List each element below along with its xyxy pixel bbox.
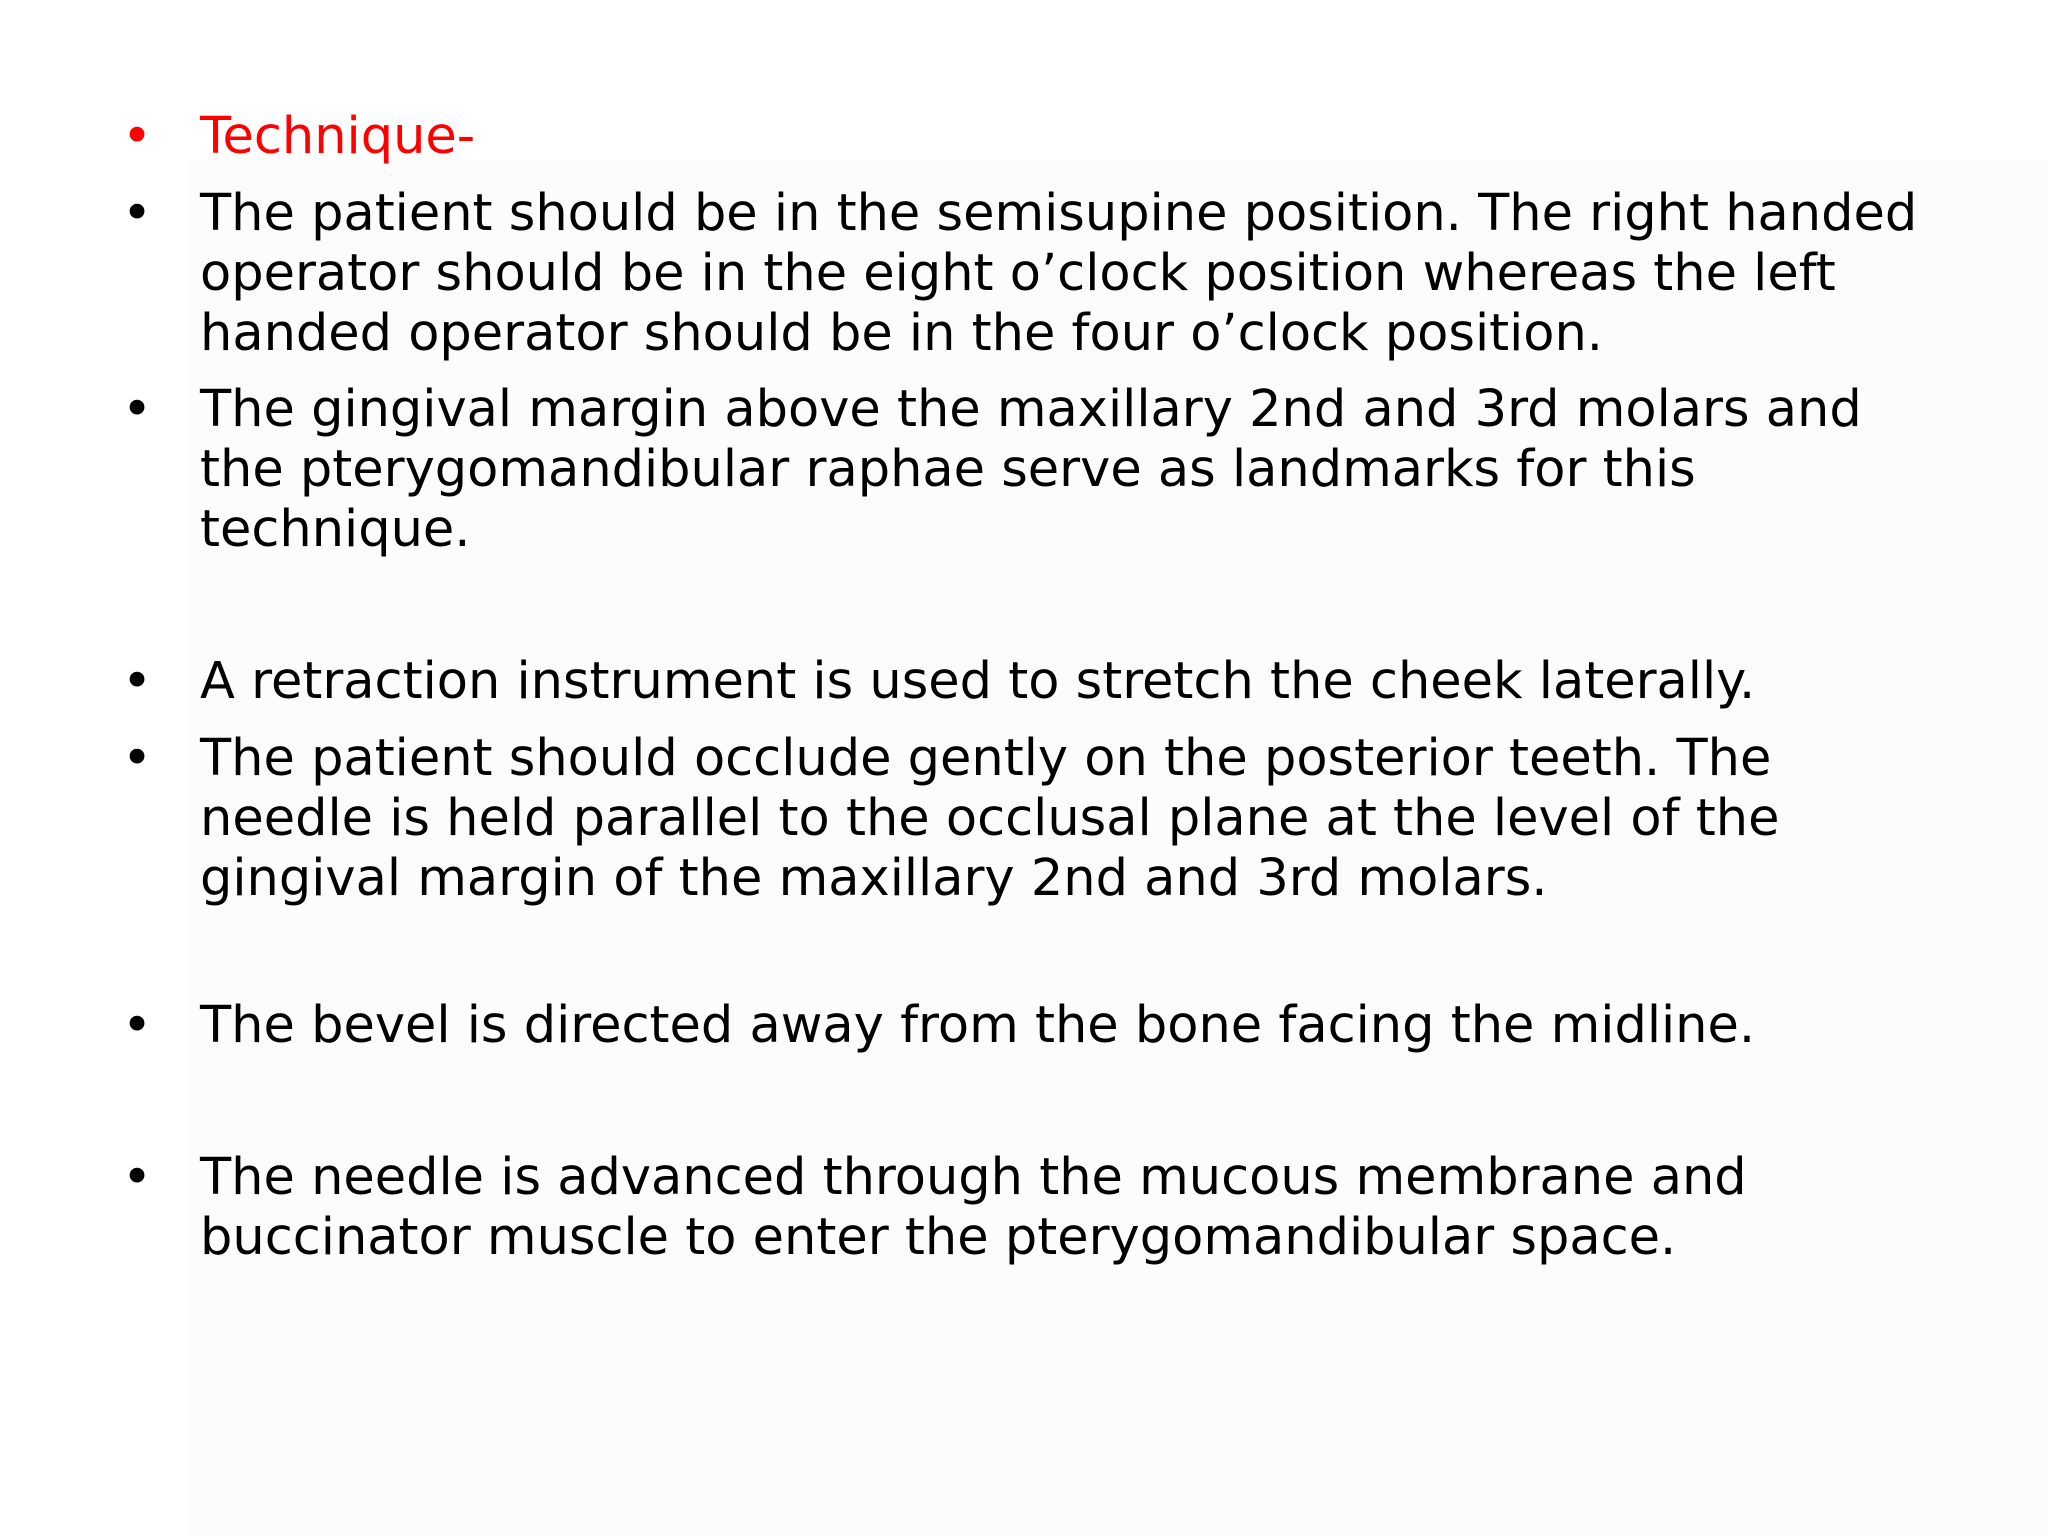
bullet-text: A retraction instrument is used to stretch the cheek laterally. (200, 652, 1756, 711)
bullet-text: The gingival margin above the maxillary 2nd and 3rd molars and the pterygomandibular raphae serve as landmarks for this technique. (200, 380, 1862, 559)
bullet-icon: • (122, 729, 153, 788)
bullet-text: The patient should be in the semisupine position. The right handed operator should be in the eight o’clock position whereas the left handed operator should be in the four o’clock position. (200, 184, 1918, 363)
bullet-icon: • (122, 1148, 153, 1207)
bullet-text: The needle is advanced through the mucous membrane and buccinator muscle to enter the pterygomandibular space. (200, 1148, 1747, 1267)
bullet-text: The bevel is directed away from the bone facing the midline. (200, 996, 1756, 1055)
bullet-icon: • (122, 380, 153, 439)
bullet-icon: • (122, 996, 153, 1055)
bullet-icon: • (122, 184, 153, 243)
bullet-icon: • (122, 107, 153, 166)
heading-text: Technique- (200, 107, 476, 166)
bullet-text: The patient should occlude gently on the posterior teeth. The needle is held parallel to the occlusal plane at the level of the gingival margin of the maxillary 2nd and 3rd molars. (200, 729, 1780, 908)
bullet-icon: • (122, 652, 153, 711)
